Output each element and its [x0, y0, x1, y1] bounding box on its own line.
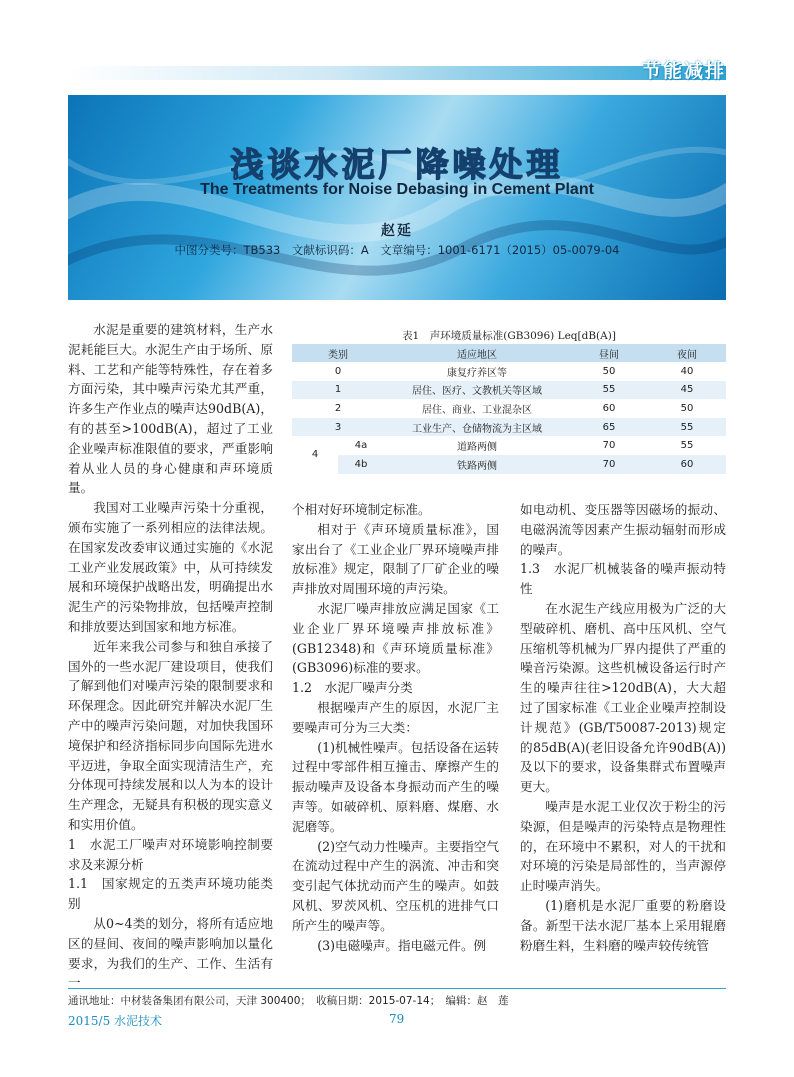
table-row [292, 381, 726, 400]
body-paragraph: 相对于《声环境质量标准》，国家出台了《工业企业厂界环境噪声排放标准》规定，限制了厂矿企业的噪声排放对周围环境的声污染。 [292, 521, 499, 597]
cell-subcategory: 4b [338, 455, 384, 474]
text-column-1 [68, 320, 273, 993]
footer-note: 通讯地址：中材装备集团有限公司，天津 300400； 收稿日期：2015-07-14； 编辑：赵 莲 [68, 995, 509, 1007]
header-area: 适应地区 [384, 344, 570, 362]
body-paragraph: 水泥是重要的建筑材料，生产水泥耗能巨大。水泥生产由于场所、原料、工艺和产能等特殊性，存在着多方面污染，其中噪声污染尤其严重，许多生产作业点的噪声达90dB(A)，有的甚至>100dB(A)，超过了工业企业噪声标准限值的要求，严重影响着从业人员的身心健康和声环境质量。 [68, 322, 273, 496]
section-heading: 1.2 水泥厂噪声分类 [292, 680, 413, 696]
cell-area: 工业生产、仓储物流为主区域 [384, 418, 570, 437]
cell-night: 40 [680, 365, 694, 377]
cell-category: 3 [292, 418, 384, 437]
table-row [292, 418, 726, 437]
cell-area: 道路两侧 [457, 442, 497, 454]
classification-meta: 中图分类号：TB533 文献标识码：A 文章编号：1001-6171（2015）05-0079-04 [174, 243, 620, 257]
cell-area: 居住、医疗、文教机关等区域 [384, 381, 570, 400]
body-paragraph: (1)机械性噪声。包括设备在运转过程中零部件相互撞击、摩擦产生的振动噪声及设备本身振动而产生的噪声等。如破碎机、原料磨、煤磨、水泥磨等。 [292, 739, 499, 834]
cell-category: 1 [292, 381, 384, 400]
cell-area: 康复疗养区等 [447, 367, 507, 379]
title-banner [68, 95, 726, 300]
body-paragraph: 在水泥生产线应用极为广泛的大型破碎机、磨机、高中压风机、空气压缩机等机械为厂界内提供了严重的噪音污染源。这些机械设备运行时产生的噪声往往>120dB(A)，大大超过了国家标准《工业企业噪声控制设计规范》(GB/T50087-2013)规定的85dB(A)(老旧设备允许90dB(A))及以下的要求，设备集群式布置噪声更大。 [520, 600, 726, 795]
body-paragraph: 从0~4类的划分，将所有适应地区的昼间、夜间的噪声影响加以量化要求，为我们的生产、工作、生活有一 [68, 915, 273, 991]
table-row [292, 362, 726, 381]
section-heading: 1.1 国家规定的五类声环境功能类别 [68, 876, 273, 912]
section-heading: 1.3 水泥厂机械装备的噪声振动特性 [520, 561, 726, 597]
body-paragraph: (3)电磁噪声。指电磁元件。例 [317, 937, 487, 953]
table-caption: 表1 声环境质量标准(GB3096) Leq[dB(A)] [402, 330, 616, 342]
page-number: 79 [389, 1012, 405, 1026]
body-paragraph: 根据噪声产生的原因，水泥厂主要噪声可分为三大类： [292, 699, 499, 735]
section-heading: 1 水泥工厂噪声对环境影响控制要求及来源分析 [68, 836, 273, 872]
cell-night: 45 [648, 381, 726, 400]
cell-day: 70 [602, 440, 616, 452]
section-heading: 个相对好环境制定标准。 [292, 502, 431, 517]
section-tag: 节能减排 [641, 60, 726, 82]
cell-night: 55 [680, 440, 694, 452]
table-row [292, 455, 726, 474]
cell-subcategory: 4a [354, 440, 368, 452]
body-paragraph: 噪声是水泥工业仅次于粉尘的污染源，但是噪声的污染特点是物理性的，在环境中不累积，对人的干扰和对环境的污染是局部性的，当声源停止时噪声消失。 [520, 798, 726, 894]
cell-category: 0 [334, 365, 342, 377]
cell-area: 居住、商业、工业混杂区 [422, 404, 532, 416]
journal-issue: 2015/5 水泥技术 [68, 1014, 163, 1028]
cell-day: 70 [570, 455, 648, 474]
text-column-2 [292, 500, 499, 955]
cell-night: 50 [680, 402, 694, 414]
body-paragraph: 水泥厂噪声排放应满足国家《工业企业厂界环境噪声排放标准》(GB12348)和《声环境质量标准》(GB3096)标准的要求。 [292, 600, 499, 676]
text-column-3 [520, 500, 726, 955]
cell-day: 60 [602, 402, 616, 414]
article-title-en: The Treatments for Noise Debasing in Cement Plant [200, 181, 594, 198]
body-paragraph: (2)空气动力性噪声。主要指空气在流动过程中产生的涡流、冲击和突变引起气体扰动而产生的噪声。如鼓风机、罗茨风机、空压机的进排气口所产生的噪声等。 [292, 838, 499, 933]
cell-category: 2 [334, 402, 342, 414]
cell-category-merged: 4 [292, 436, 338, 473]
cell-night: 55 [648, 418, 726, 437]
article-title: 浅谈水泥厂降噪处理 [230, 145, 564, 184]
header-night: 夜间 [648, 344, 726, 362]
table-row [292, 436, 726, 455]
footer-divider [68, 988, 726, 989]
header-category: 类别 [292, 344, 384, 362]
table-row [292, 399, 726, 418]
body-paragraph: 我国对工业噪声污染十分重视，颁布实施了一系列相应的法律法规。在国家发改委审议通过实施的《水泥工业产业发展政策》中，从可持续发展和环境保护战略出发，明确提出水泥生产的污染物排放，包括噪声控制和排放要达到国家和地方标准。 [68, 500, 273, 634]
section-heading: 如电动机、变压器等因磁场的振动、电磁涡流等因素产生振动辐射而形成的噪声。 [520, 502, 726, 557]
body-paragraph: (1)磨机是水泥厂重要的粉磨设备。新型干法水泥厂基本上采用辊磨粉磨生料，生料磨的噪声较传统管 [520, 897, 726, 953]
cell-day: 65 [570, 418, 648, 437]
body-paragraph: 近年来我公司参与和独自承接了国外的一些水泥厂建设项目，使我们了解到他们对噪声污染的限制要求和环保理念。因此研究并解决水泥厂生产中的噪声污染问题，对加快我国环境保护和经济指标同步向国际先进水平迈进，争取全面实现清洁生产，充分体现可持续发展和以人为本的设计生产理念，无疑具有积极的现实意义和实用价值。 [68, 638, 273, 832]
noise-standard-table [292, 344, 726, 474]
table-header-row [292, 344, 726, 362]
cell-day: 50 [602, 365, 616, 377]
header-bar [68, 66, 726, 80]
cell-day: 55 [570, 381, 648, 400]
header-day: 昼间 [570, 344, 648, 362]
author: 赵延 [381, 223, 413, 239]
cell-night: 60 [648, 455, 726, 474]
cell-area: 铁路两侧 [384, 455, 570, 474]
